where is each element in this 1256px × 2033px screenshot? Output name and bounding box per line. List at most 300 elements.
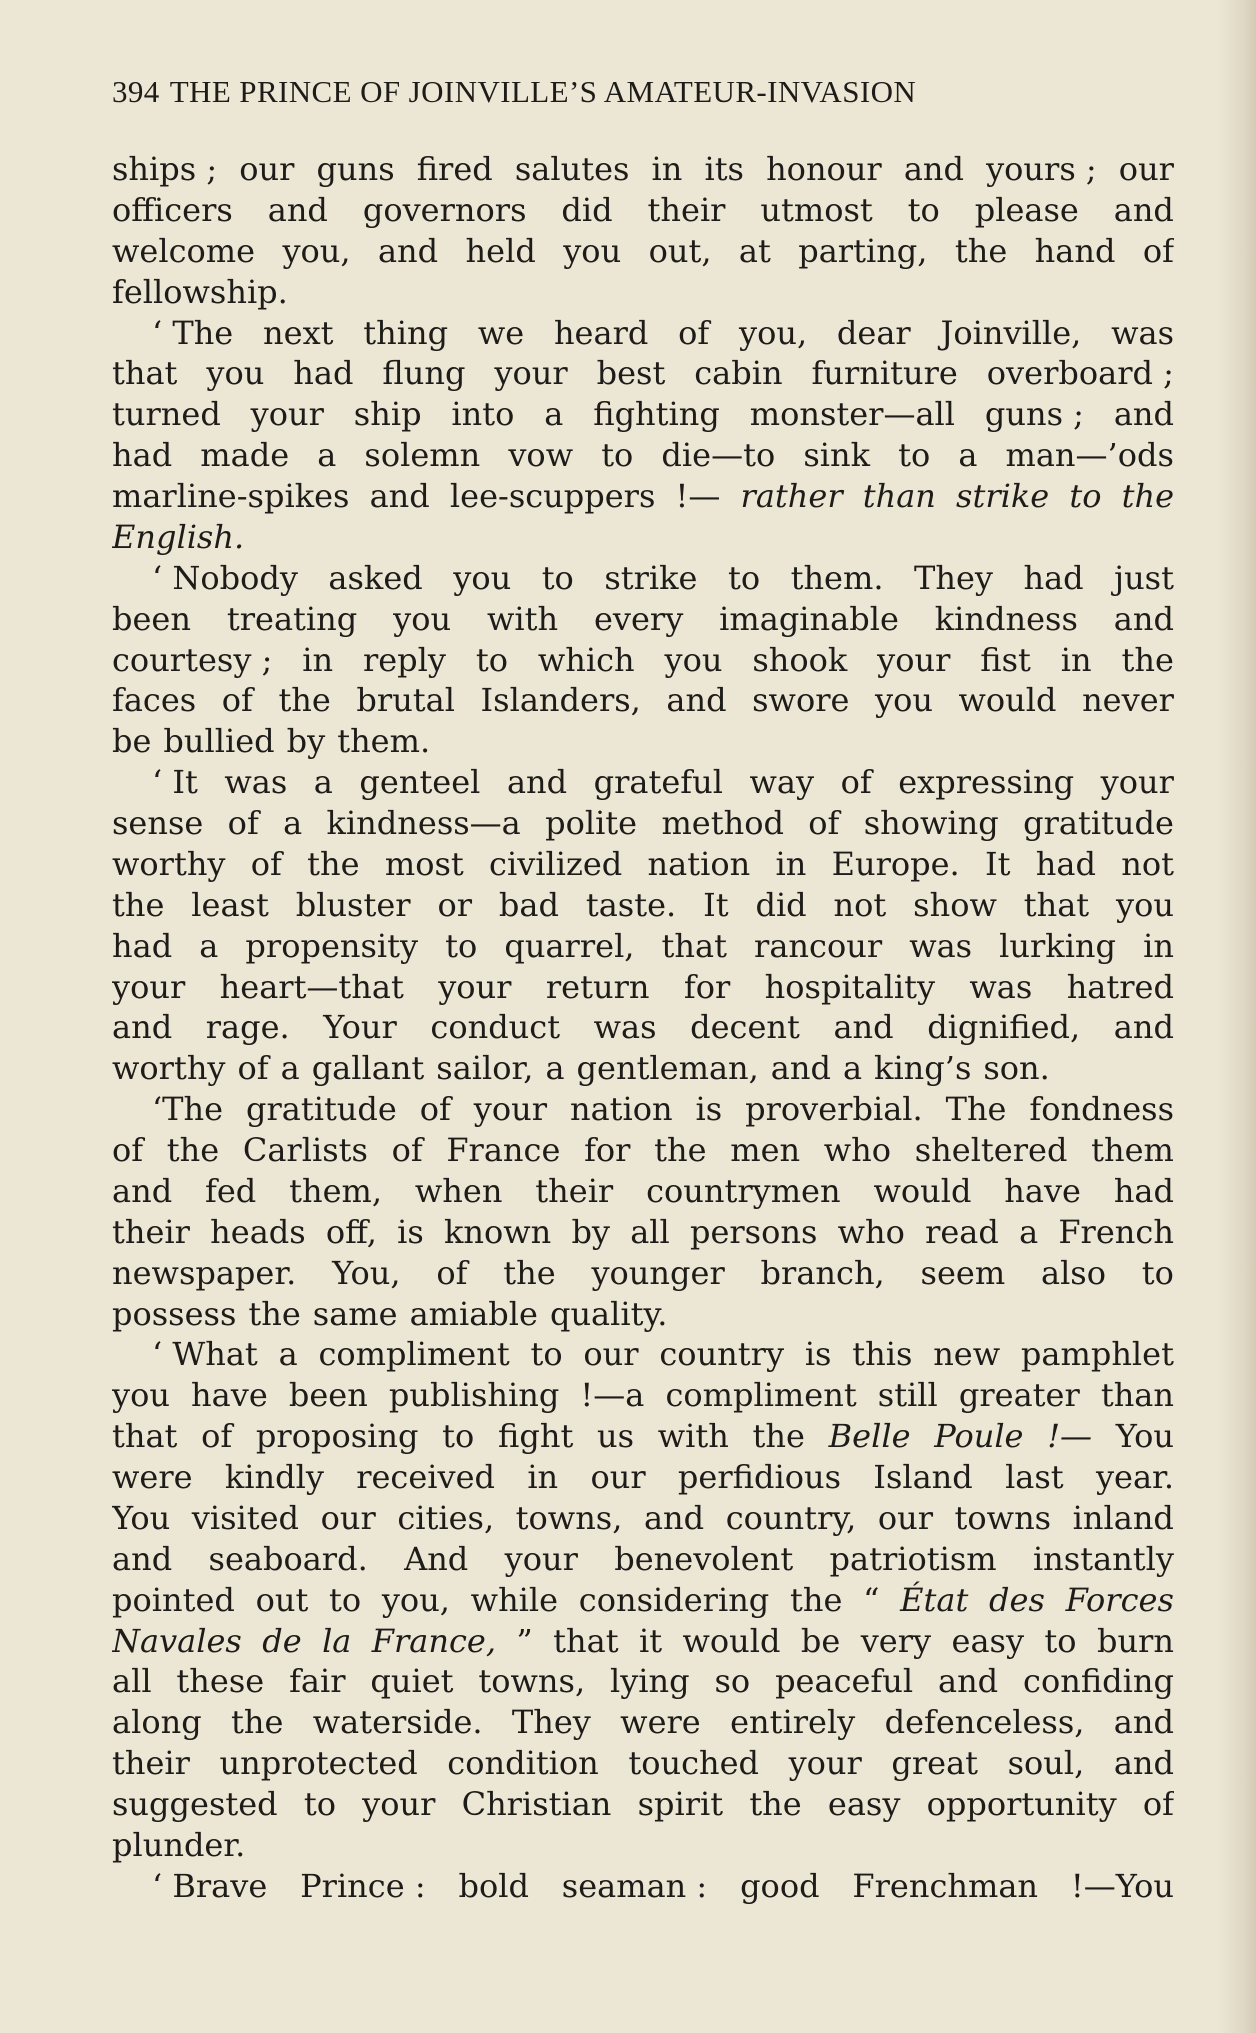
word: your xyxy=(112,967,186,1006)
word: new xyxy=(933,1335,1001,1374)
text-line xyxy=(112,1784,1174,1825)
word: country xyxy=(659,1335,785,1374)
text-line xyxy=(112,272,1174,313)
word: !—a xyxy=(580,1376,645,1415)
word: benevolent xyxy=(614,1539,794,1578)
word: of xyxy=(808,804,840,842)
word: that xyxy=(112,1417,178,1456)
word: easy xyxy=(951,1621,1025,1660)
word: bullied xyxy=(163,722,275,761)
word: ‘ The xyxy=(152,313,234,352)
word: to xyxy=(541,558,574,597)
word: show xyxy=(913,885,997,924)
word: Europe. xyxy=(831,844,960,883)
word: fondness xyxy=(1029,1090,1174,1129)
word: did xyxy=(755,885,807,924)
word: at xyxy=(738,231,771,270)
word: État xyxy=(900,1580,969,1619)
text-line xyxy=(112,231,1174,272)
word: a xyxy=(278,1335,298,1374)
word: a xyxy=(280,1049,300,1088)
word: never xyxy=(1082,681,1174,720)
word: our xyxy=(320,1498,376,1537)
word: dear xyxy=(836,313,911,352)
word: them. xyxy=(790,558,884,597)
word: the xyxy=(307,844,360,883)
word: last xyxy=(1005,1458,1064,1496)
word: gentleman, xyxy=(576,1049,759,1088)
word: out xyxy=(255,1580,309,1619)
word: a xyxy=(283,804,303,842)
word: and xyxy=(377,231,439,270)
word: heard xyxy=(553,313,649,352)
word: grateful xyxy=(593,763,723,802)
word: the xyxy=(954,231,1008,270)
word: proposing xyxy=(255,1417,419,1456)
word: Frenchman xyxy=(852,1866,1039,1905)
word: all xyxy=(630,1212,670,1251)
text-line xyxy=(112,680,1174,721)
text-line xyxy=(112,1294,1174,1335)
word: their xyxy=(112,1744,190,1783)
text-line xyxy=(112,353,1174,394)
word: method xyxy=(661,804,784,842)
word: welcome xyxy=(112,231,256,270)
word: good xyxy=(740,1866,820,1905)
word: to xyxy=(601,436,634,475)
word: France xyxy=(446,1131,561,1169)
word: a xyxy=(313,763,333,802)
text-line xyxy=(112,1661,1174,1702)
text-line xyxy=(112,599,1174,640)
word: not xyxy=(1121,844,1174,883)
text-line xyxy=(112,1580,1174,1621)
word: peaceful xyxy=(775,1662,914,1701)
word: polite xyxy=(545,804,638,842)
word: lee-scuppers xyxy=(449,477,656,515)
word: heart—that xyxy=(219,967,404,1006)
text-line xyxy=(112,1866,1174,1907)
word: yours ; xyxy=(986,150,1097,188)
word: Forces xyxy=(1065,1580,1174,1619)
word: fight xyxy=(498,1417,574,1456)
word: kindness—a xyxy=(326,804,521,842)
word: great xyxy=(891,1744,979,1783)
word: quarrel, xyxy=(504,926,635,965)
word: French xyxy=(1058,1212,1174,1251)
word: just xyxy=(1114,558,1174,597)
word: defenceless, xyxy=(884,1703,1085,1742)
text-line xyxy=(112,1539,1174,1580)
text-line xyxy=(112,640,1174,681)
word: asked xyxy=(328,558,423,597)
word: unprotected xyxy=(219,1744,418,1783)
word: publishing xyxy=(388,1376,560,1415)
word: Joinville, xyxy=(940,313,1082,352)
word: swore xyxy=(752,681,850,720)
word: guns xyxy=(316,150,395,188)
word: and xyxy=(112,1008,173,1047)
word: rage. xyxy=(205,1008,290,1047)
word: soul, xyxy=(1007,1744,1085,1783)
word: was xyxy=(909,926,973,965)
word: held xyxy=(465,231,536,270)
text-line xyxy=(112,1007,1174,1048)
word: were xyxy=(620,1703,701,1742)
word: had xyxy=(112,926,173,965)
word: our xyxy=(590,1458,646,1496)
word: and xyxy=(937,1662,999,1701)
word: seaboard. xyxy=(208,1539,368,1578)
word: is xyxy=(804,1335,832,1374)
word: persons xyxy=(689,1212,818,1251)
word: thing xyxy=(363,313,449,352)
word: to xyxy=(727,558,761,597)
word: of xyxy=(391,1131,423,1169)
word: “ xyxy=(863,1580,880,1619)
word: our xyxy=(239,150,295,188)
word: of xyxy=(221,681,253,720)
word: by xyxy=(571,1212,610,1251)
word: worthy xyxy=(112,1049,226,1088)
body-text xyxy=(112,149,1174,1907)
word: made xyxy=(200,436,290,475)
word: to xyxy=(1044,1621,1077,1660)
word: taste. xyxy=(585,885,677,924)
text-line xyxy=(112,844,1174,885)
word: Belle xyxy=(828,1417,911,1456)
word: lying xyxy=(609,1662,690,1701)
word: its xyxy=(704,150,744,188)
word: to xyxy=(475,640,508,679)
word: Christian xyxy=(461,1785,612,1823)
word: be xyxy=(800,1621,841,1660)
word: a xyxy=(958,436,978,475)
word: ‘ It xyxy=(152,763,198,802)
word: solemn xyxy=(364,436,481,475)
word: and xyxy=(1113,1008,1174,1047)
word: fighting xyxy=(593,395,720,434)
word: to xyxy=(907,190,940,229)
word: genteel xyxy=(359,763,481,802)
word: the xyxy=(654,1131,707,1169)
word: and xyxy=(833,1008,894,1047)
word: fair xyxy=(289,1662,346,1701)
word: to xyxy=(329,1580,362,1619)
word: rancour xyxy=(754,926,883,965)
word: hospitality xyxy=(764,967,936,1006)
word: by xyxy=(286,722,326,761)
word: compliment xyxy=(665,1376,857,1415)
word: would xyxy=(873,1171,972,1210)
word: des xyxy=(989,1580,1045,1619)
word: man—’ods xyxy=(1005,436,1174,475)
word: the xyxy=(248,1294,301,1333)
word: in xyxy=(775,844,807,883)
word: son. xyxy=(983,1049,1050,1088)
word: and xyxy=(1113,190,1174,229)
word: that xyxy=(553,1621,619,1660)
word: proverbial. xyxy=(745,1090,923,1129)
text-line xyxy=(112,1621,1174,1662)
word: a xyxy=(545,1049,565,1088)
word: for xyxy=(683,967,731,1006)
word: with xyxy=(486,599,559,638)
word: !—You xyxy=(1070,1866,1174,1905)
word: you, xyxy=(282,231,351,270)
word: sailor, xyxy=(436,1049,534,1088)
text-line xyxy=(112,926,1174,967)
word: brutal xyxy=(356,681,455,720)
word: ‘ Nobody xyxy=(152,558,298,597)
word: of xyxy=(227,804,259,842)
word: and xyxy=(770,1049,831,1088)
text-line xyxy=(112,1334,1174,1375)
word: confiding xyxy=(1023,1662,1174,1701)
word: with xyxy=(657,1417,729,1456)
word: bad xyxy=(498,885,559,924)
word: rather xyxy=(740,477,843,515)
word: ‘ What xyxy=(152,1335,258,1374)
word: of xyxy=(840,763,872,802)
word: You xyxy=(112,1498,171,1537)
word: and xyxy=(267,190,328,229)
word: is xyxy=(695,1090,723,1129)
word: towns, xyxy=(515,1498,623,1537)
word: along xyxy=(112,1703,202,1742)
text-line xyxy=(112,558,1174,599)
word: to xyxy=(442,1417,475,1456)
word: the xyxy=(1121,477,1174,515)
word: They xyxy=(914,558,993,597)
word: sheltered xyxy=(914,1131,1068,1169)
word: or xyxy=(437,885,473,924)
word: our xyxy=(583,1335,639,1374)
word: Carlists xyxy=(242,1131,368,1169)
word: have xyxy=(1004,1171,1081,1210)
word: propensity xyxy=(245,926,419,965)
word: known xyxy=(443,1212,552,1251)
text-line xyxy=(112,1130,1174,1171)
word: the xyxy=(752,1417,805,1456)
word: we xyxy=(477,313,525,352)
word: was xyxy=(1111,313,1174,352)
running-title: THE PRINCE OF JOINVILLE’S AMATEUR-INVASION xyxy=(169,74,917,109)
word: civilized xyxy=(489,844,623,883)
word: turned xyxy=(112,395,221,434)
word: towns xyxy=(954,1498,1052,1537)
word: your xyxy=(877,640,951,679)
word: you xyxy=(563,231,622,270)
word: the xyxy=(278,681,331,720)
word: was xyxy=(224,763,288,802)
word: inland xyxy=(1072,1498,1174,1537)
page-number: 394 xyxy=(112,74,160,109)
word: Islanders, xyxy=(480,681,641,720)
word: vow xyxy=(508,436,574,475)
word: which xyxy=(537,640,635,679)
word: gratitude xyxy=(245,1090,397,1129)
word: had xyxy=(1035,844,1096,883)
word: than xyxy=(1100,1376,1174,1415)
word: suggested xyxy=(112,1785,278,1823)
word: also xyxy=(1040,1253,1106,1292)
word: nation xyxy=(647,844,751,883)
word: ” xyxy=(516,1621,533,1660)
text-line xyxy=(112,1048,1174,1089)
text-line xyxy=(112,1416,1174,1457)
word: It xyxy=(985,844,1011,883)
text-line xyxy=(112,1089,1174,1130)
word: younger xyxy=(591,1253,725,1292)
word: dignified, xyxy=(927,1008,1081,1047)
word: their xyxy=(535,1171,614,1210)
word: amiable xyxy=(409,1294,538,1333)
text-line xyxy=(112,762,1174,803)
word: most xyxy=(384,844,464,883)
word: de xyxy=(262,1621,302,1660)
word: seaman : xyxy=(561,1866,708,1905)
text-line xyxy=(112,803,1174,844)
word: our xyxy=(1118,150,1174,188)
word: so xyxy=(714,1662,751,1701)
word: next xyxy=(263,313,334,352)
word: to xyxy=(898,436,931,475)
word: opportunity xyxy=(926,1785,1117,1823)
word: plunder. xyxy=(112,1825,246,1864)
word: same xyxy=(312,1294,398,1333)
word: you xyxy=(453,558,512,597)
word: that xyxy=(112,354,178,393)
word: your xyxy=(504,1539,578,1578)
word: the xyxy=(112,885,165,924)
word: king’s xyxy=(874,1049,972,1088)
word: You xyxy=(1115,1417,1174,1456)
word: while xyxy=(470,1580,559,1619)
word: flung xyxy=(382,354,466,393)
word: you xyxy=(112,1376,170,1415)
word: bold xyxy=(458,1866,529,1905)
word: Poule xyxy=(934,1417,1024,1456)
word: !— xyxy=(675,477,721,515)
word: a xyxy=(842,1049,863,1088)
word: and xyxy=(369,477,430,515)
word: of xyxy=(112,1131,144,1169)
word: the xyxy=(789,1580,843,1619)
text-line xyxy=(112,435,1174,476)
word: towns, xyxy=(478,1662,586,1701)
word: la xyxy=(322,1621,352,1660)
word: ship xyxy=(353,395,422,434)
word: that xyxy=(1023,885,1090,924)
word: Prince : xyxy=(300,1866,426,1905)
word: had xyxy=(1023,558,1084,597)
word: fired xyxy=(416,150,493,188)
word: who xyxy=(823,1131,892,1169)
word: us xyxy=(597,1417,635,1456)
word: country, xyxy=(725,1498,857,1537)
word: considering xyxy=(578,1580,770,1619)
word: Island xyxy=(873,1458,973,1496)
word: condition xyxy=(447,1744,599,1783)
word: kindly xyxy=(224,1458,324,1496)
text-line xyxy=(112,721,1174,762)
word: patriotism xyxy=(829,1539,997,1578)
word: you xyxy=(664,640,723,679)
text-line xyxy=(112,149,1174,190)
word: had xyxy=(112,436,173,475)
word: your xyxy=(250,395,324,434)
word: their xyxy=(647,190,726,229)
word: nation xyxy=(569,1090,673,1129)
word: off, xyxy=(325,1212,377,1251)
text-line xyxy=(112,1825,1174,1866)
word: who xyxy=(837,1212,905,1251)
word: to xyxy=(530,1335,563,1374)
word: governors xyxy=(362,190,527,229)
word: cities, xyxy=(397,1498,495,1537)
word: of xyxy=(250,844,282,883)
word: them, xyxy=(289,1171,383,1210)
word: And xyxy=(404,1539,469,1578)
word: ‘The xyxy=(152,1090,224,1129)
word: the xyxy=(231,1703,284,1742)
word: visited xyxy=(191,1498,300,1537)
word: easy xyxy=(827,1785,901,1823)
word: and xyxy=(506,763,568,802)
word: treating xyxy=(226,599,358,638)
word: and xyxy=(643,1498,705,1537)
word: and xyxy=(1113,1703,1174,1742)
word: pamphlet xyxy=(1020,1335,1174,1374)
word: the xyxy=(166,1131,220,1169)
word: your xyxy=(1100,763,1174,802)
word: were xyxy=(112,1458,193,1496)
word: courtesy ; xyxy=(112,640,273,679)
word: you, xyxy=(739,313,808,352)
word: quality. xyxy=(549,1294,668,1333)
word: conduct xyxy=(430,1008,561,1047)
word: and xyxy=(1113,395,1174,434)
word: to xyxy=(1069,477,1102,515)
word: was xyxy=(969,967,1033,1006)
word: gratitude xyxy=(1023,804,1174,842)
word: received xyxy=(356,1458,496,1496)
word: to xyxy=(445,926,478,965)
page-edge-shadow xyxy=(1218,0,1256,2033)
word: every xyxy=(593,599,684,638)
word: utmost xyxy=(760,190,873,229)
word: did xyxy=(561,190,613,229)
word: to xyxy=(1141,1253,1174,1292)
word: least xyxy=(191,885,269,924)
word: is xyxy=(397,1212,424,1251)
word: parting, xyxy=(798,231,928,270)
word: was xyxy=(593,1008,657,1047)
word: them. xyxy=(337,722,431,761)
word: and xyxy=(1113,1744,1174,1783)
word: Your xyxy=(323,1008,397,1047)
word: you xyxy=(875,681,933,720)
word: greater xyxy=(958,1376,1080,1415)
word: spirit xyxy=(637,1785,724,1823)
running-head xyxy=(112,70,1174,114)
text-line xyxy=(112,1702,1174,1743)
word: our xyxy=(877,1498,933,1537)
text-line xyxy=(112,313,1174,354)
word: furniture xyxy=(811,354,958,393)
word: return xyxy=(545,967,650,1006)
